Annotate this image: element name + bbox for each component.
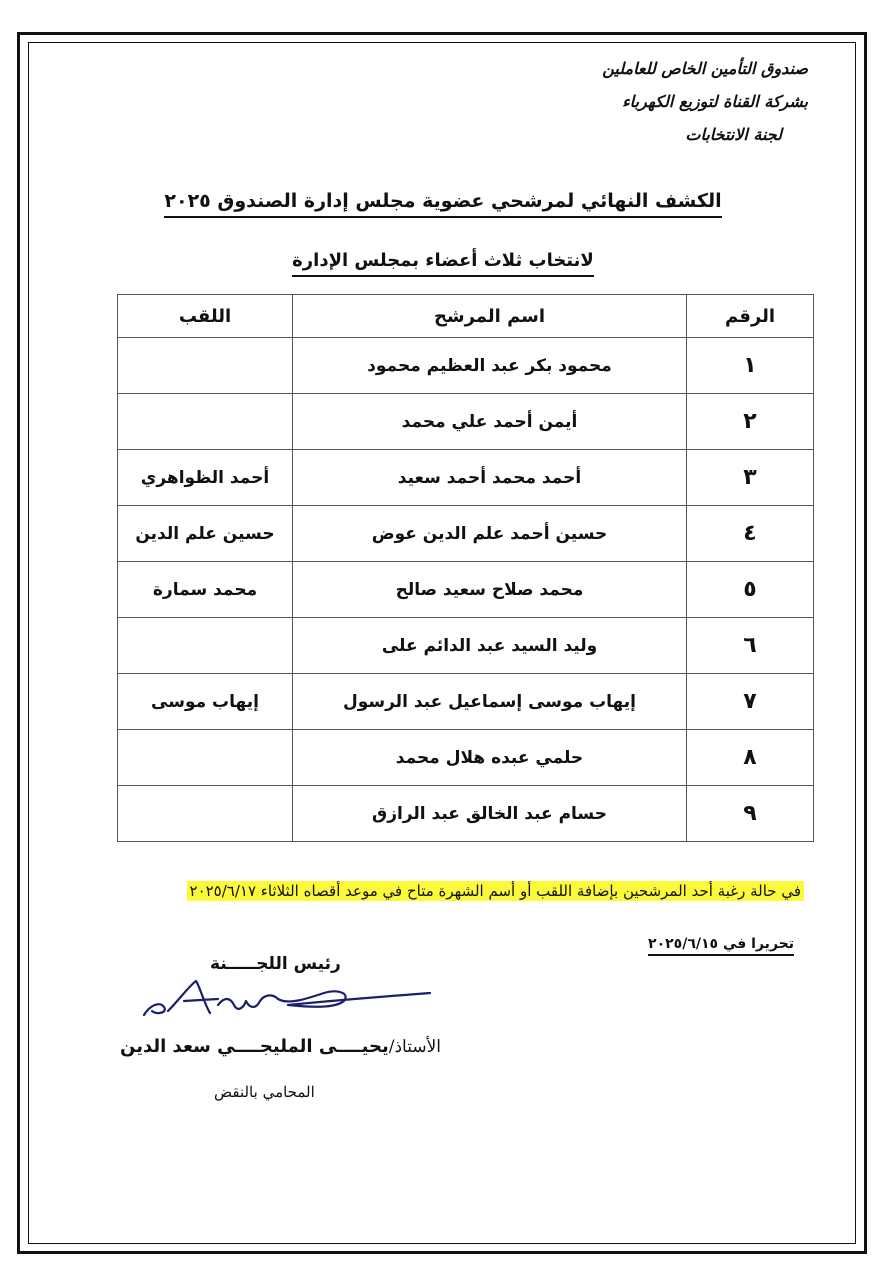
committee-chair-title: رئيس اللجـــــنة [210, 954, 341, 974]
candidate-number: ٨ [687, 730, 814, 786]
candidate-number: ٩ [687, 786, 814, 842]
table-header-row [118, 295, 814, 338]
column-header-title: اللقب [118, 295, 293, 338]
chair-role: المحامي بالنقض [214, 1083, 315, 1101]
candidates-table [117, 294, 814, 842]
candidate-title [118, 338, 293, 394]
candidate-name: أحمد محمد أحمد سعيد [293, 450, 687, 506]
candidate-number: ٤ [687, 506, 814, 562]
candidate-number: ٦ [687, 618, 814, 674]
table-row [118, 562, 814, 618]
document-title-wrap [0, 190, 886, 212]
column-header-name: اسم المرشح [293, 295, 687, 338]
nickname-notice-text: في حالة رغبة أحد المرشحين بإضافة اللقب أو أسم الشهرة متاح في موعد أقصاه الثلاثاء ٢٠٢٥/٦/١٧ [187, 881, 804, 901]
column-header-number: الرقم [687, 295, 814, 338]
candidate-name: محمود بكر عبد العظيم محمود [293, 338, 687, 394]
chair-name-prefix: الأستاذ/ [388, 1037, 442, 1057]
chair-name: يحيــــى المليجــــي سعد الدين [120, 1036, 389, 1057]
candidate-name: إيهاب موسى إسماعيل عبد الرسول [293, 674, 687, 730]
candidate-title: إيهاب موسى [118, 674, 293, 730]
candidate-number: ٣ [687, 450, 814, 506]
candidate-number: ٧ [687, 674, 814, 730]
handwritten-signature [138, 975, 438, 1025]
candidate-number: ٥ [687, 562, 814, 618]
table-row [118, 506, 814, 562]
candidate-title [118, 730, 293, 786]
candidate-title: حسين علم الدين [118, 506, 293, 562]
candidate-name: حسين أحمد علم الدين عوض [293, 506, 687, 562]
candidate-title [118, 786, 293, 842]
nickname-notice [187, 882, 804, 900]
candidate-name: أيمن أحمد علي محمد [293, 394, 687, 450]
candidate-number: ١ [687, 338, 814, 394]
candidate-name: حلمي عبده هلال محمد [293, 730, 687, 786]
letterhead [408, 52, 808, 151]
document-subtitle: لانتخاب ثلاث أعضاء بمجلس الإدارة [292, 250, 594, 277]
table-row [118, 394, 814, 450]
document-title: الكشف النهائي لمرشحي عضوية مجلس إدارة الصندوق ٢٠٢٥ [164, 190, 721, 218]
letterhead-line-fund: صندوق التأمين الخاص للعاملين [602, 59, 808, 78]
candidate-title [118, 618, 293, 674]
candidate-title [118, 394, 293, 450]
table-row [118, 786, 814, 842]
committee-chair-name-line [120, 1036, 441, 1057]
candidate-number: ٢ [687, 394, 814, 450]
candidate-name: وليد السيد عبد الدائم على [293, 618, 687, 674]
issue-date-wrap [648, 936, 794, 952]
letterhead-line-committee: لجنة الانتخابات [685, 125, 782, 144]
candidate-title: أحمد الظواهري [118, 450, 293, 506]
document-subtitle-wrap [0, 250, 886, 271]
candidate-title: محمد سمارة [118, 562, 293, 618]
table-row [118, 618, 814, 674]
issue-date: تحريرا في ٢٠٢٥/٦/١٥ [648, 936, 794, 956]
letterhead-line-company: بشركة القناة لتوزيع الكهرباء [622, 92, 808, 111]
table-row [118, 674, 814, 730]
candidate-name: محمد صلاح سعيد صالح [293, 562, 687, 618]
table-row [118, 730, 814, 786]
table-row [118, 450, 814, 506]
candidate-name: حسام عبد الخالق عبد الرازق [293, 786, 687, 842]
table-row [118, 338, 814, 394]
